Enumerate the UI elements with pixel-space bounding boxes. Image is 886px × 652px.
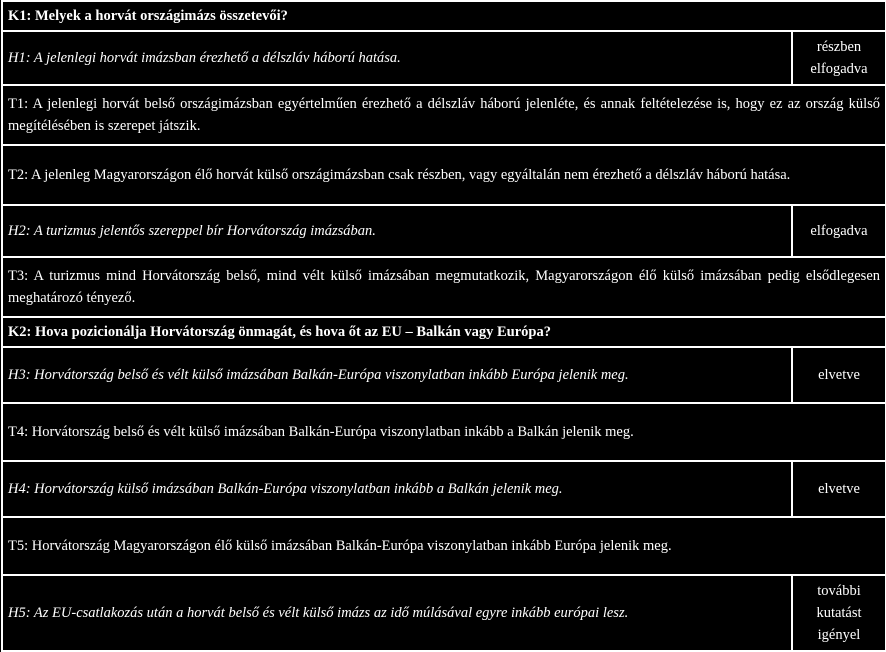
status-h1: részben elfogadva bbox=[792, 31, 886, 85]
thesis-t2: T2: A jelenleg Magyarországon élő horvát külső országimázsban csak részben, vagy egyáltalán nem érezhető a délszláv háború hatása. bbox=[2, 145, 886, 205]
table-row bbox=[2, 31, 886, 85]
thesis-t5: T5: Horvátország Magyarországon élő külső imázsában Balkán-Európa viszonylatban inkább Európa jelenik meg. bbox=[2, 517, 886, 575]
hypothesis-h5: H5: Az EU-csatlakozás után a horvát belső és vélt külső imázs az idő múlásával egyre inkább európai lesz. bbox=[2, 575, 792, 651]
status-h5: további kutatást igényel bbox=[792, 575, 886, 651]
hypothesis-table bbox=[1, 0, 886, 652]
table-row bbox=[2, 257, 886, 317]
table-row bbox=[2, 205, 886, 257]
table-row bbox=[2, 317, 886, 347]
hypothesis-h2: H2: A turizmus jelentős szereppel bír Horvátország imázsában. bbox=[2, 205, 792, 257]
thesis-t1: T1: A jelenlegi horvát belső országimázsban egyértelműen érezhető a délszláv háború jelenléte, és annak feltételezése is, hogy ez az ország külső megítélésében is szerepet játszik. bbox=[2, 85, 886, 145]
question-k1: K1: Melyek a horvát országimázs összetevői? bbox=[2, 1, 886, 31]
hypothesis-h3: H3: Horvátország belső és vélt külső imázsában Balkán-Európa viszonylatban inkább Európa jelenik meg. bbox=[2, 347, 792, 403]
thesis-t3: T3: A turizmus mind Horvátország belső, mind vélt külső imázsában megmutatkozik, Magyarországon élő külső imázsában pedig elsődlegesen meghatározó tényező. bbox=[2, 257, 886, 317]
status-h3: elvetve bbox=[792, 347, 886, 403]
table-row bbox=[2, 145, 886, 205]
table-row bbox=[2, 85, 886, 145]
table-row bbox=[2, 403, 886, 461]
hypothesis-h1: H1: A jelenlegi horvát imázsban érezhető a délszláv háború hatása. bbox=[2, 31, 792, 85]
status-h4: elvetve bbox=[792, 461, 886, 517]
table-row bbox=[2, 1, 886, 31]
table-row bbox=[2, 347, 886, 403]
hypothesis-h4: H4: Horvátország külső imázsában Balkán-Európa viszonylatban inkább a Balkán jelenik meg. bbox=[2, 461, 792, 517]
question-k2: K2: Hova pozicionálja Horvátország önmagát, és hova őt az EU – Balkán vagy Európa? bbox=[2, 317, 886, 347]
thesis-t4: T4: Horvátország belső és vélt külső imázsában Balkán-Európa viszonylatban inkább a Balkán jelenik meg. bbox=[2, 403, 886, 461]
status-h2: elfogadva bbox=[792, 205, 886, 257]
table-row bbox=[2, 461, 886, 517]
table-row bbox=[2, 517, 886, 575]
table-row bbox=[2, 575, 886, 651]
